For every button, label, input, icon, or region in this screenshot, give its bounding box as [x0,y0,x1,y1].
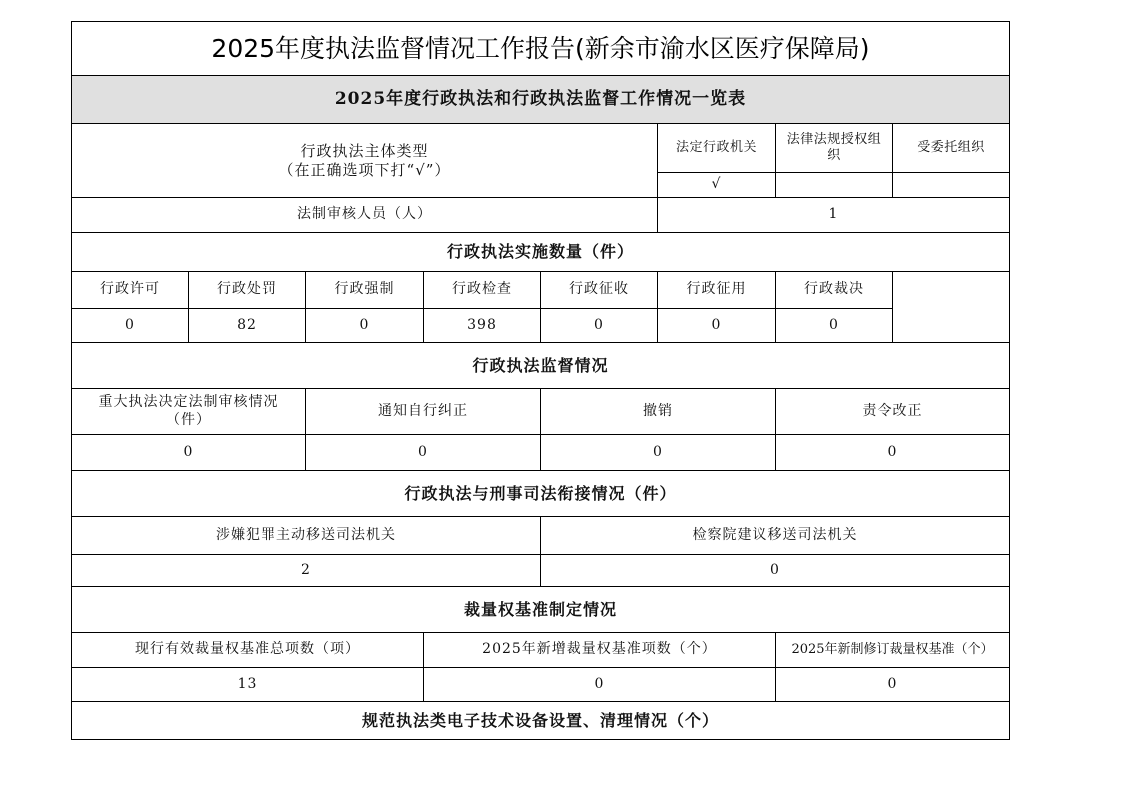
enforcement-value-inspection: 398 [424,309,541,343]
supervision-label-major-decision-review: 重大执法决定法制审核情况（件） [72,389,306,435]
section-electronic-devices: 规范执法类电子技术设备设置、清理情况（个） [72,702,1010,740]
section-criminal-link: 行政执法与刑事司法衔接情况（件） [72,471,1010,517]
supervision-value-order-correction: 0 [776,435,1010,471]
enforcement-blank-cell [893,272,1010,343]
subject-type-title: 行政执法主体类型 [300,141,429,160]
criminal-link-value-procuratorate-suggested: 0 [541,555,1010,587]
enforcement-value-compulsion: 0 [306,309,424,343]
enforcement-value-penalty: 82 [189,309,306,343]
enforcement-value-requisition: 0 [658,309,776,343]
legal-review-value: 1 [658,198,1010,233]
supervision-value-major-decision-review: 0 [72,435,306,471]
section-discretion: 裁量权基准制定情况 [72,587,1010,633]
discretion-label-total: 现行有效裁量权基准总项数（项） [72,633,424,668]
subject-type-label [72,124,658,198]
report-title: 2025年度执法监督情况工作报告(新余市渝水区医疗保障局) [72,22,1010,76]
discretion-value-new: 0 [424,668,776,702]
mark-entrusted-organization [893,173,1010,198]
criminal-link-label-procuratorate-suggested: 检察院建议移送司法机关 [541,517,1010,555]
option-entrusted-organization: 受委托组织 [893,124,1010,173]
discretion-value-revised: 0 [776,668,1010,702]
supervision-label-revocation: 撤销 [541,389,776,435]
criminal-link-value-active-transfer: 2 [72,555,541,587]
supervision-value-self-correction: 0 [306,435,541,471]
supervision-label-order-correction: 责令改正 [776,389,1010,435]
criminal-link-label-active-transfer: 涉嫌犯罪主动移送司法机关 [72,517,541,555]
enforcement-value-permit: 0 [72,309,189,343]
enforcement-value-ruling: 0 [776,309,893,343]
enforcement-label-inspection: 行政检查 [424,272,541,309]
enforcement-label-compulsion: 行政强制 [306,272,424,309]
section-enforcement-count: 行政执法实施数量（件） [72,233,1010,272]
mark-statutory-agency: √ [658,173,776,198]
enforcement-label-permit: 行政许可 [72,272,189,309]
option-statutory-agency: 法定行政机关 [658,124,776,173]
subject-type-instruction: （在正确选项下打“√”） [278,160,451,179]
discretion-value-total: 13 [72,668,424,702]
discretion-label-new: 2025年新增裁量权基准项数（个） [424,633,776,668]
option-authorized-organization: 法律法规授权组织 [776,124,893,173]
report-table [71,21,1010,740]
supervision-value-revocation: 0 [541,435,776,471]
mark-authorized-organization [776,173,893,198]
section-supervision: 行政执法监督情况 [72,343,1010,389]
table-subtitle: 2025年度行政执法和行政执法监督工作情况一览表 [72,76,1010,124]
enforcement-label-levy: 行政征收 [541,272,658,309]
supervision-label-self-correction: 通知自行纠正 [306,389,541,435]
enforcement-value-levy: 0 [541,309,658,343]
legal-review-label: 法制审核人员（人） [72,198,658,233]
discretion-label-revised: 2025年新制修订裁量权基准（个） [776,633,1010,668]
enforcement-label-ruling: 行政裁决 [776,272,893,309]
enforcement-label-requisition: 行政征用 [658,272,776,309]
enforcement-label-penalty: 行政处罚 [189,272,306,309]
